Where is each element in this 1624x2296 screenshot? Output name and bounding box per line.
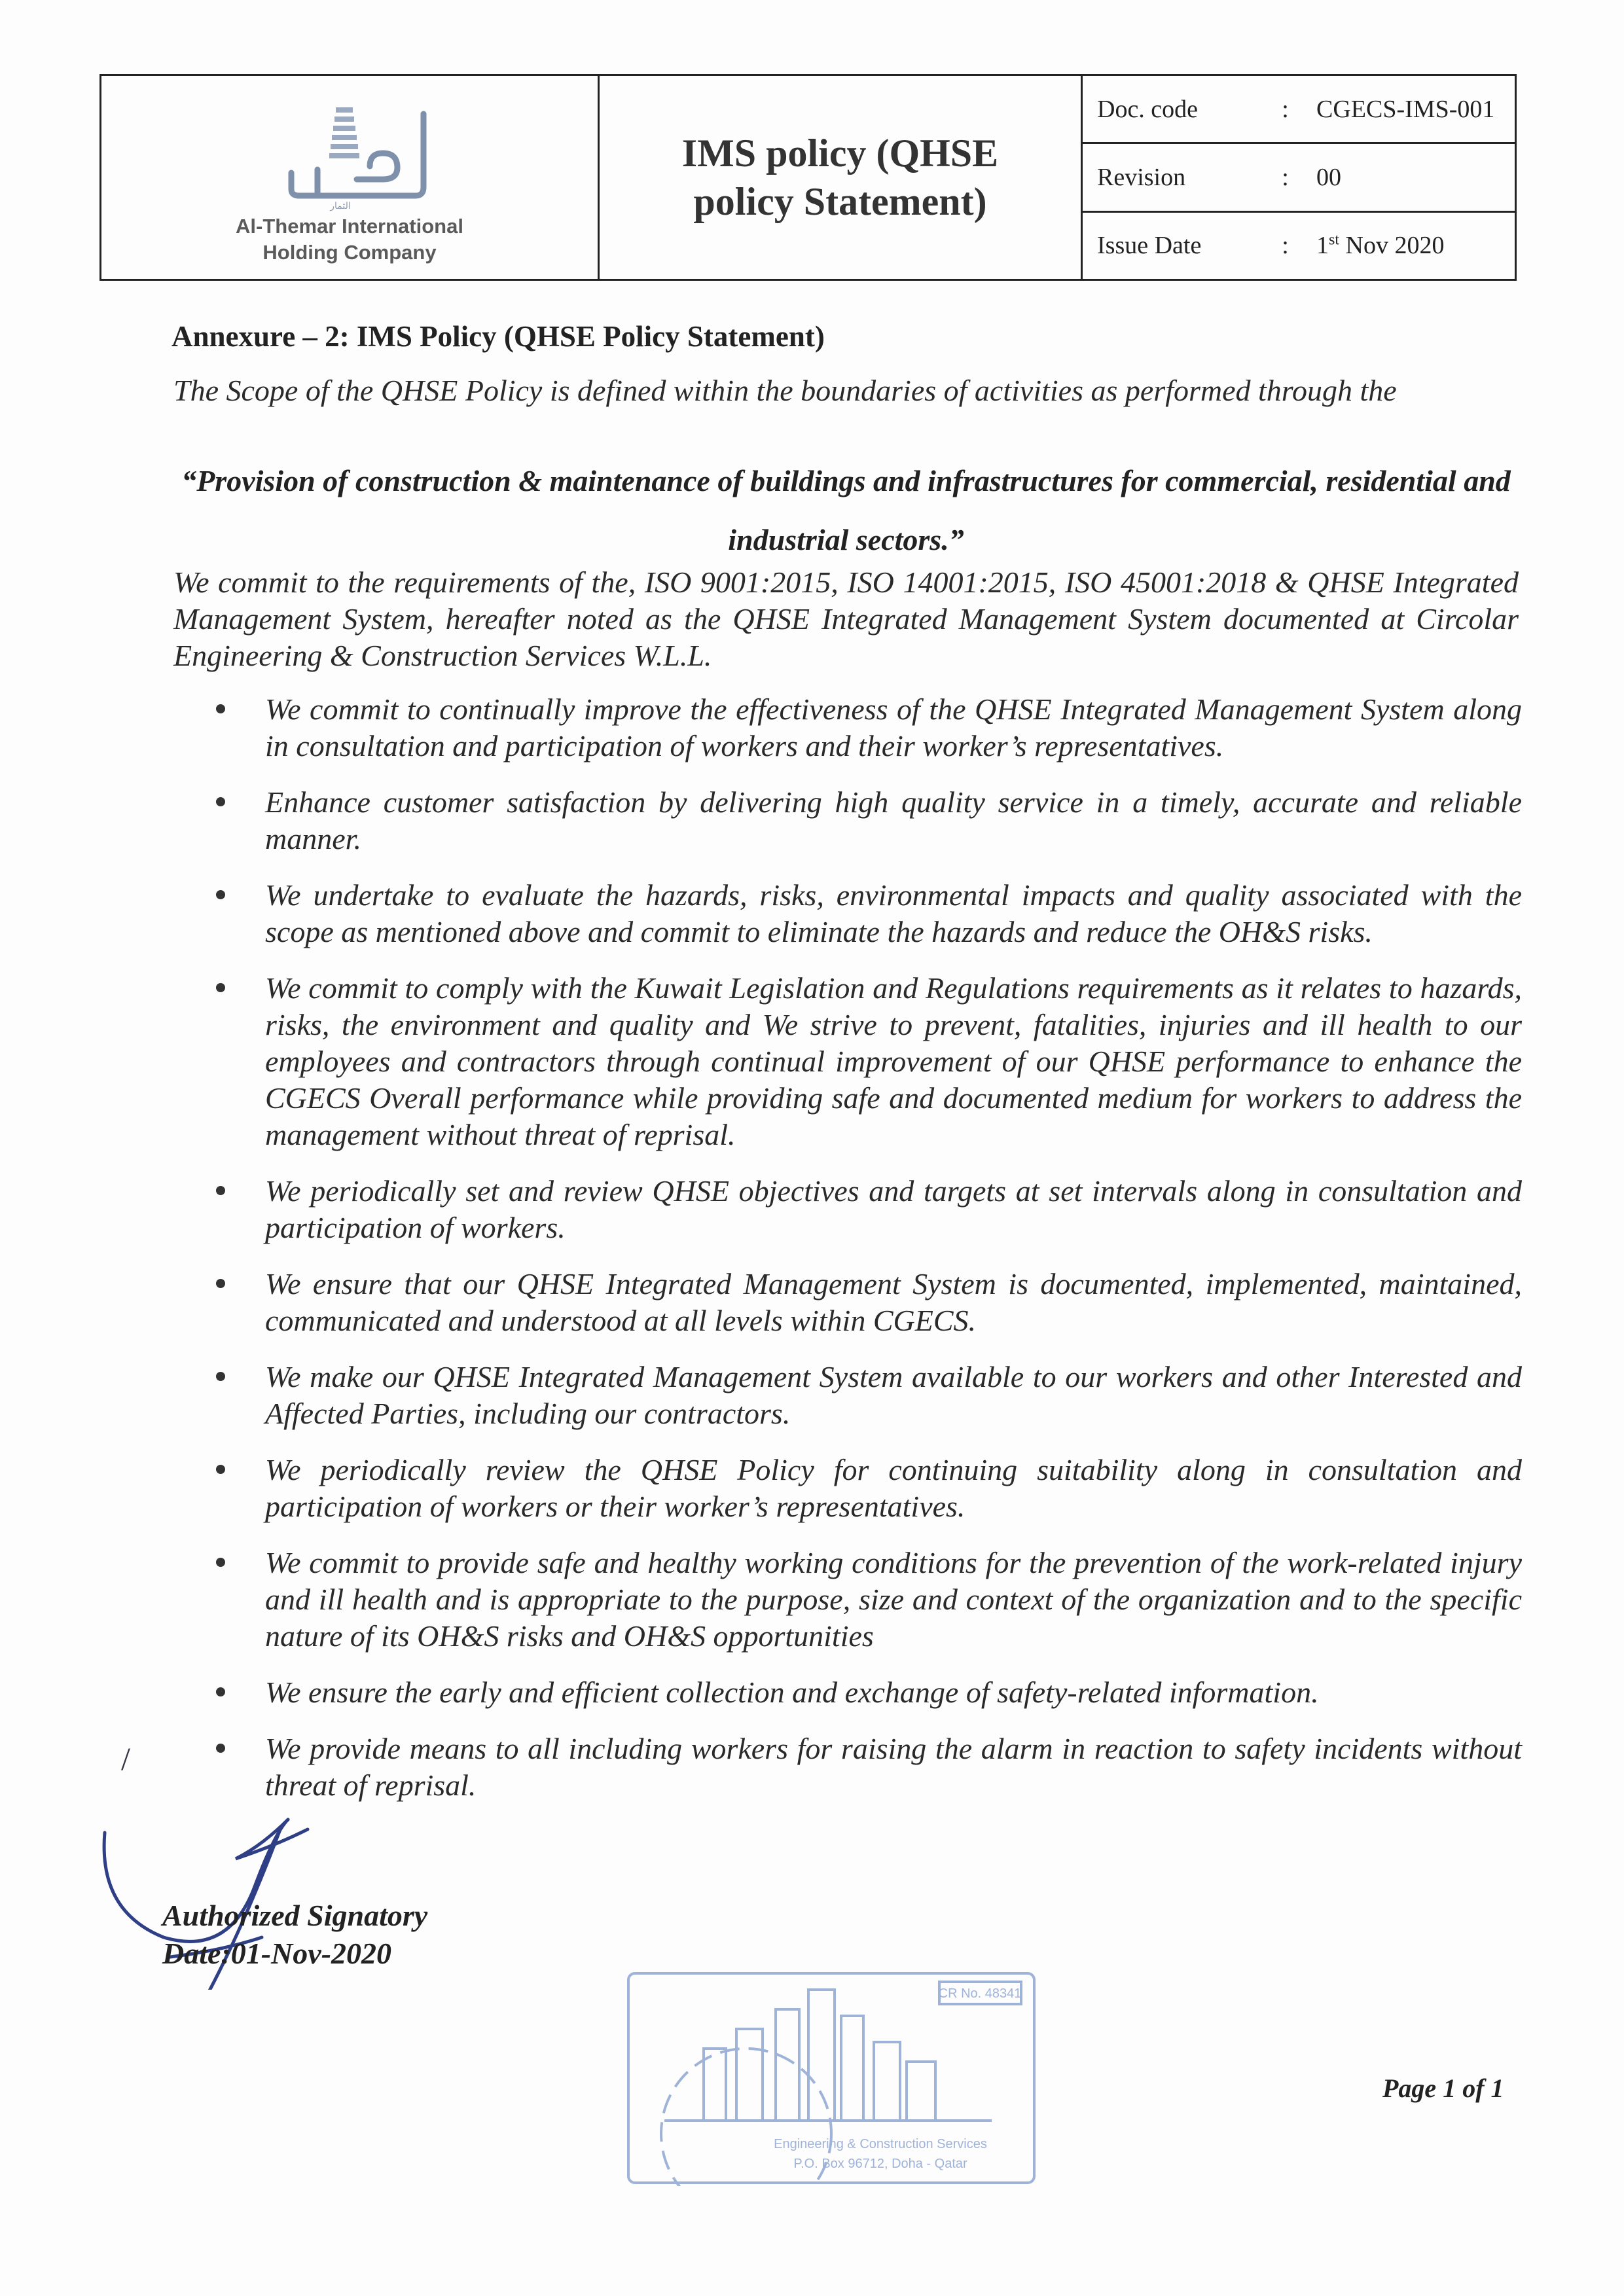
signatory-label: Authorized Signatory <box>162 1899 428 1932</box>
bullet-icon <box>216 890 225 899</box>
company-logo-cell <box>101 76 600 279</box>
margin-mark: / <box>121 1740 130 1777</box>
scope-statement: The Scope of the QHSE Policy is defined within the boundaries of activities as performed through the <box>173 374 1397 407</box>
list-item <box>216 1674 1522 1711</box>
stamp-cr-number: CR No. 48341 <box>938 1986 1022 2001</box>
meta-row-issue-date <box>1083 213 1515 279</box>
document-title-cell <box>600 76 1083 279</box>
list-item-text: We provide means to all including workers for raising the alarm in reaction to safety incidents without threat of reprisal. <box>265 1732 1522 1802</box>
bullet-icon <box>216 1558 225 1567</box>
list-item-text: Enhance customer satisfaction by delivering high quality service in a timely, accurate and reliable manner. <box>265 785 1522 855</box>
list-item-text: We commit to provide safe and healthy working conditions for the prevention of the work-related injury and ill health and is appropriate to the purpose, size and context of the organization and to the specific nature of its OH&S risks and OH&S opportunities <box>265 1546 1522 1653</box>
list-item-text: We commit to continually improve the effectiveness of the QHSE Integrated Management System along in consultation and participation of workers and their worker’s representatives. <box>265 692 1522 762</box>
issue-date-day: 1 <box>1316 232 1329 260</box>
authorized-signatory <box>162 1897 427 1973</box>
list-item-text: We undertake to evaluate the hazards, risks, environmental impacts and quality associated with the scope as mentioned above and commit to eliminate the hazards and reduce the OH&S risks. <box>265 878 1522 948</box>
page-number: Page 1 of 1 <box>1382 2073 1504 2103</box>
list-item <box>216 784 1522 857</box>
company-logo <box>278 88 429 215</box>
doc-code-label: Doc. code <box>1097 95 1199 123</box>
doc-code-value: CGECS-IMS-001 <box>1316 95 1495 123</box>
bullet-icon <box>216 797 225 806</box>
bullet-icon <box>216 1687 225 1696</box>
policy-commitments-list <box>216 691 1522 1823</box>
company-name-line2: Holding Company <box>262 241 437 264</box>
logo-arabic-tagline: الثمار <box>330 202 351 211</box>
list-item <box>216 877 1522 950</box>
revision-label: Revision <box>1097 163 1186 191</box>
bullet-icon <box>216 1279 225 1288</box>
list-item <box>216 970 1522 1153</box>
list-item-text: We ensure the early and efficient collection and exchange of safety-related information. <box>265 1676 1319 1709</box>
company-name <box>101 213 598 266</box>
bullet-icon <box>216 983 225 992</box>
list-item-text: We ensure that our QHSE Integrated Management System is documented, implemented, maintained, communicated and understood at all levels within CGECS. <box>265 1267 1522 1337</box>
list-item-text: We commit to comply with the Kuwait Legislation and Regulations requirements as it relates to hazards, risks, the environment and quality and We strive to prevent, fatalities, injuries and ill health to our employees and contractors through continual improvement of our QHSE performance to enhance the CGECS Overall performance while providing safe and documented medium for workers to address the management without threat of reprisal. <box>265 971 1522 1151</box>
signature-date: Date:01-Nov-2020 <box>162 1937 392 1970</box>
list-item <box>216 691 1522 764</box>
meta-row-doc-code <box>1083 76 1515 144</box>
meta-colon: : <box>1282 163 1289 191</box>
list-item <box>216 1266 1522 1339</box>
company-stamp <box>625 1970 1038 2186</box>
list-item <box>216 1173 1522 1246</box>
issue-date-label: Issue Date <box>1097 232 1202 260</box>
company-name-line1: Al-Themar International <box>236 215 463 238</box>
annexure-heading: Annexure – 2: IMS Policy (QHSE Policy Statement) <box>171 320 825 353</box>
issue-date-value <box>1310 231 1515 260</box>
list-item <box>216 1359 1522 1432</box>
bullet-icon <box>216 1186 225 1195</box>
stamp-line1: Engineering & Construction Services <box>774 2137 987 2151</box>
meta-colon: : <box>1282 232 1289 260</box>
list-item <box>216 1545 1522 1655</box>
stamp-line2: P.O. Box 96712, Doha - Qatar <box>793 2157 967 2171</box>
issue-date-suffix: st <box>1329 231 1340 249</box>
document-header <box>99 74 1517 281</box>
list-item-text: We periodically review the QHSE Policy for continuing suitability along in consultation and participation of workers or their worker’s representatives. <box>265 1453 1522 1523</box>
list-item-text: We periodically set and review QHSE objectives and targets at set intervals along in consultation and participation of workers. <box>265 1174 1522 1244</box>
commitment-paragraph: We commit to the requirements of the, ISO 9001:2015, ISO 14001:2015, ISO 45001:2018 & QHSE Integrated Management System, hereafter noted as the QHSE Integrated Management System documented at Circolar Engineering & Construction Services W.L.L. <box>173 565 1519 672</box>
provision-statement: “Provision of construction & maintenance of buildings and infrastructures for commercial, residential and industrial sectors.” <box>181 464 1511 556</box>
meta-row-revision <box>1083 144 1515 212</box>
list-item-text: We make our QHSE Integrated Management System available to our workers and other Interested and Affected Parties, including our contractors. <box>265 1360 1522 1430</box>
issue-date-rest: Nov 2020 <box>1339 232 1445 260</box>
document-title: IMS policy (QHSE policy Statement) <box>681 132 999 223</box>
meta-colon: : <box>1282 95 1289 123</box>
list-item <box>216 1452 1522 1525</box>
document-meta <box>1083 76 1515 279</box>
bullet-icon <box>216 1372 225 1381</box>
revision-value: 00 <box>1316 163 1341 191</box>
bullet-icon <box>216 1465 225 1474</box>
bullet-icon <box>216 704 225 713</box>
